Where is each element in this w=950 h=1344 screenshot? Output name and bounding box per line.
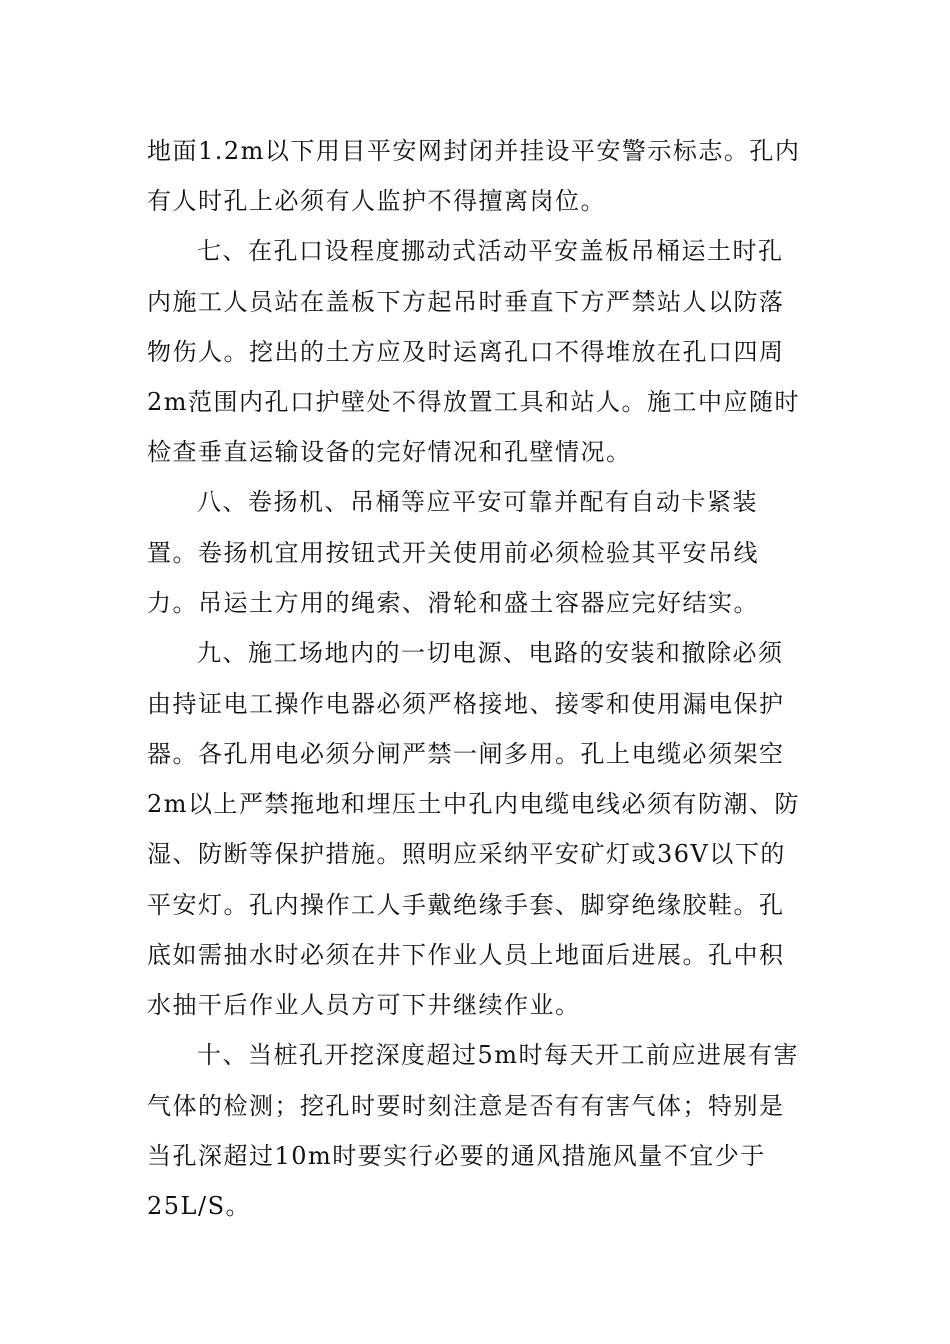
text-line: 物伤人。挖出的土方应及时运离孔口不得堆放在孔口四周 xyxy=(147,338,785,366)
text-line: 气体的检测；挖孔时要时刻注意是否有有害气体；特别是 xyxy=(147,1092,785,1120)
text-line: 由持证电工操作电器必须严格接地、接零和使用漏电保护 xyxy=(147,690,785,718)
paragraph-8-start: 八、卷扬机、吊桶等应平安可靠并配有自动卡紧装 xyxy=(197,488,758,516)
text-line: 器。各孔用电必须分闸严禁一闸多用。孔上电缆必须架空 xyxy=(147,740,785,768)
paragraph-7-start: 七、在孔口设程度挪动式活动平安盖板吊桶运土时孔 xyxy=(197,237,784,265)
text-line: 25L/S。 xyxy=(147,1192,252,1220)
text-line: 当孔深超过10m时要实行必要的通风措施风量不宜少于 xyxy=(147,1142,766,1170)
paragraph-10-start: 十、当桩孔开挖深度超过5m时每天开工前应进展有害 xyxy=(197,1041,800,1069)
text-line: 水抽干后作业人员方可下井继续作业。 xyxy=(147,991,581,1019)
text-line: 平安灯。孔内操作工人手戴绝缘手套、脚穿绝缘胶鞋。孔 xyxy=(147,891,785,919)
paragraph-9-start: 九、施工场地内的一切电源、电路的安装和撤除必须 xyxy=(197,639,784,667)
text-line: 置。卷扬机宜用按钮式开关使用前必须检验其平安吊线 xyxy=(147,539,759,567)
text-line: 2m范围内孔口护壁处不得放置工具和站人。施工中应随时 xyxy=(147,388,801,416)
text-line: 2m以上严禁拖地和埋压土中孔内电缆电线必须有防潮、防 xyxy=(147,790,801,818)
text-line: 湿、防断等保护措施。照明应采纳平安矿灯或36V以下的 xyxy=(147,840,786,868)
text-line: 地面1.2m以下用目平安网封闭并挂设平安警示标志。孔内 xyxy=(147,137,801,165)
text-line: 内施工人员站在盖板下方起吊时垂直下方严禁站人以防落 xyxy=(147,288,785,316)
text-line: 底如需抽水时必须在井下作业人员上地面后进展。孔中积 xyxy=(147,941,785,969)
text-line: 检查垂直运输设备的完好情况和孔壁情况。 xyxy=(147,438,632,466)
text-line: 有人时孔上必须有人监护不得擅离岗位。 xyxy=(147,187,606,215)
text-line: 力。吊运土方用的绳索、滑轮和盛土容器应完好结实。 xyxy=(147,589,759,617)
